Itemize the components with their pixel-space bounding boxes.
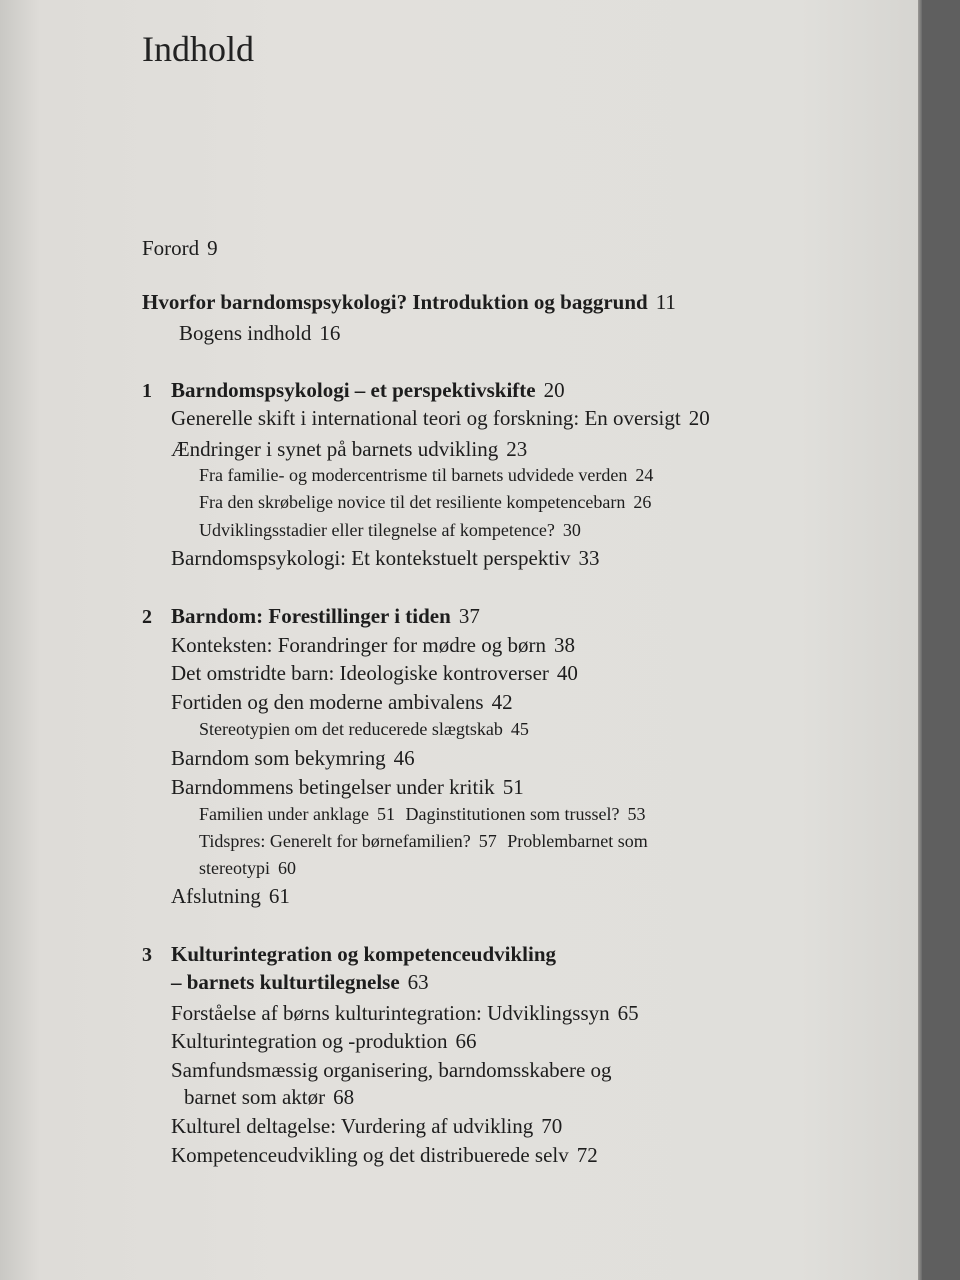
- toc-entry: [199, 719, 529, 740]
- toc-entry-intro-sub: [179, 321, 340, 346]
- toc-page: 63: [407, 970, 429, 994]
- toc-label: stereotypi: [199, 858, 270, 878]
- toc-page: 42: [491, 690, 513, 714]
- toc-entry: [171, 1029, 476, 1054]
- toc-page: 57: [478, 831, 497, 851]
- toc-page: 68: [333, 1085, 355, 1109]
- toc-label: Problembarnet som: [507, 831, 648, 851]
- toc-page: 45: [510, 719, 529, 739]
- toc-entry-intro: [142, 290, 676, 315]
- toc-label: Barndomspsykologi – et perspektivskifte: [171, 378, 536, 402]
- toc-label: Fra familie- og modercentrisme til barnets udvidede verden: [199, 465, 628, 485]
- toc-label: Tidspres: Generelt for børnefamilien?: [199, 831, 471, 851]
- toc-entry: [171, 546, 600, 571]
- toc-label: Hvorfor barndomspsykologi? Introduktion og baggrund: [142, 290, 648, 314]
- toc-label: Konteksten: Forandringer for mødre og børn: [171, 633, 546, 657]
- toc-entry: [171, 1058, 612, 1083]
- toc-page: 40: [556, 661, 578, 685]
- toc-label: Barndom som bekymring: [171, 746, 386, 770]
- toc-entry: [171, 884, 290, 909]
- toc-page: 20: [543, 378, 565, 402]
- toc-label: Afslutning: [171, 884, 261, 908]
- toc-entry: [171, 1143, 598, 1168]
- toc-label: Samfundsmæssig organisering, barndomsskabere og: [171, 1058, 612, 1082]
- toc-entry: [199, 492, 651, 513]
- toc-page: 38: [554, 633, 575, 657]
- toc-label: Kulturintegration og kompetenceudvikling: [171, 942, 557, 966]
- toc-label: Daginstitutionen som trussel?: [405, 804, 620, 824]
- toc-page: 24: [635, 465, 654, 485]
- toc-entry-chapter-3-continued: [171, 970, 429, 995]
- toc-label: Bogens indhold: [179, 321, 312, 345]
- toc-label: barnet som aktør: [184, 1085, 326, 1109]
- toc-label: – barnets kulturtilegnelse: [171, 970, 400, 994]
- toc-entry: [171, 1114, 562, 1139]
- toc-label: Generelle skift i international teori og forskning: En oversigt: [171, 406, 681, 430]
- toc-entry: [199, 804, 645, 825]
- toc-page: 37: [458, 604, 480, 628]
- toc-label: Stereotypien om det reducerede slægtskab: [199, 719, 503, 739]
- toc-page: 51: [502, 775, 524, 799]
- toc-entry: [171, 406, 710, 431]
- toc-label: Det omstridte barn: Ideologiske kontroverser: [171, 661, 549, 685]
- toc-page: 33: [578, 546, 600, 570]
- toc-page: 51: [376, 804, 395, 824]
- toc-label: Barndom: Forestillinger i tiden: [171, 604, 451, 628]
- toc-entry: [171, 1001, 639, 1026]
- toc-page: 53: [627, 804, 646, 824]
- toc-entry: [171, 633, 575, 658]
- toc-entry: [171, 746, 415, 771]
- toc-page: 16: [319, 321, 341, 345]
- toc-page: 46: [393, 746, 415, 770]
- chapter-number: 3: [142, 944, 152, 966]
- toc-page: 65: [617, 1001, 639, 1025]
- toc-label: Ændringer i synet på barnets udvikling: [171, 437, 499, 461]
- toc-entry-chapter-2: [171, 604, 480, 629]
- toc-label: Kulturintegration og -produktion: [171, 1029, 448, 1053]
- toc-label: Fra den skrøbelige novice til det resiliente kompetencebarn: [199, 492, 626, 512]
- toc-entry: [199, 520, 581, 541]
- toc-page: 26: [633, 492, 652, 512]
- toc-label: Forståelse af børns kulturintegration: Udviklingssyn: [171, 1001, 610, 1025]
- toc-entry-continued: [184, 1085, 354, 1110]
- toc-entry: [171, 661, 578, 686]
- toc-label: Fortiden og den moderne ambivalens: [171, 690, 484, 714]
- toc-entry: [171, 690, 513, 715]
- toc-entry-chapter-3: [171, 942, 556, 967]
- toc-label: Familien under anklage: [199, 804, 369, 824]
- toc-page: 70: [541, 1114, 563, 1138]
- toc-entry: [199, 831, 648, 852]
- page-edge: [918, 0, 922, 1280]
- toc-label: Barndomspsykologi: Et kontekstuelt perspektiv: [171, 546, 571, 570]
- toc-page: 30: [562, 520, 581, 540]
- toc-page: 66: [455, 1029, 477, 1053]
- toc-entry-continued: [199, 858, 296, 879]
- toc-page: 9: [207, 236, 218, 260]
- toc-label: Udviklingsstadier eller tilegnelse af kompetence?: [199, 520, 555, 540]
- toc-page: 23: [506, 437, 528, 461]
- toc-entry-forord: [142, 236, 218, 261]
- toc-label: Kulturel deltagelse: Vurdering af udvikling: [171, 1114, 534, 1138]
- page-title: Indhold: [142, 29, 254, 69]
- toc-entry: [171, 437, 527, 462]
- toc-page: 20: [688, 406, 710, 430]
- toc-page: 72: [576, 1143, 598, 1167]
- toc-entry-chapter-1: [171, 378, 565, 403]
- toc-entry: [199, 465, 653, 486]
- toc-page: 11: [655, 290, 676, 314]
- chapter-number: 2: [142, 606, 152, 628]
- toc-entry: [171, 775, 524, 800]
- toc-label: Kompetenceudvikling og det distribuerede selv: [171, 1143, 569, 1167]
- toc-page: 60: [277, 858, 296, 878]
- chapter-number: 1: [142, 380, 152, 402]
- toc-label: Barndommens betingelser under kritik: [171, 775, 495, 799]
- toc-page: 61: [268, 884, 290, 908]
- toc-label: Forord: [142, 236, 200, 260]
